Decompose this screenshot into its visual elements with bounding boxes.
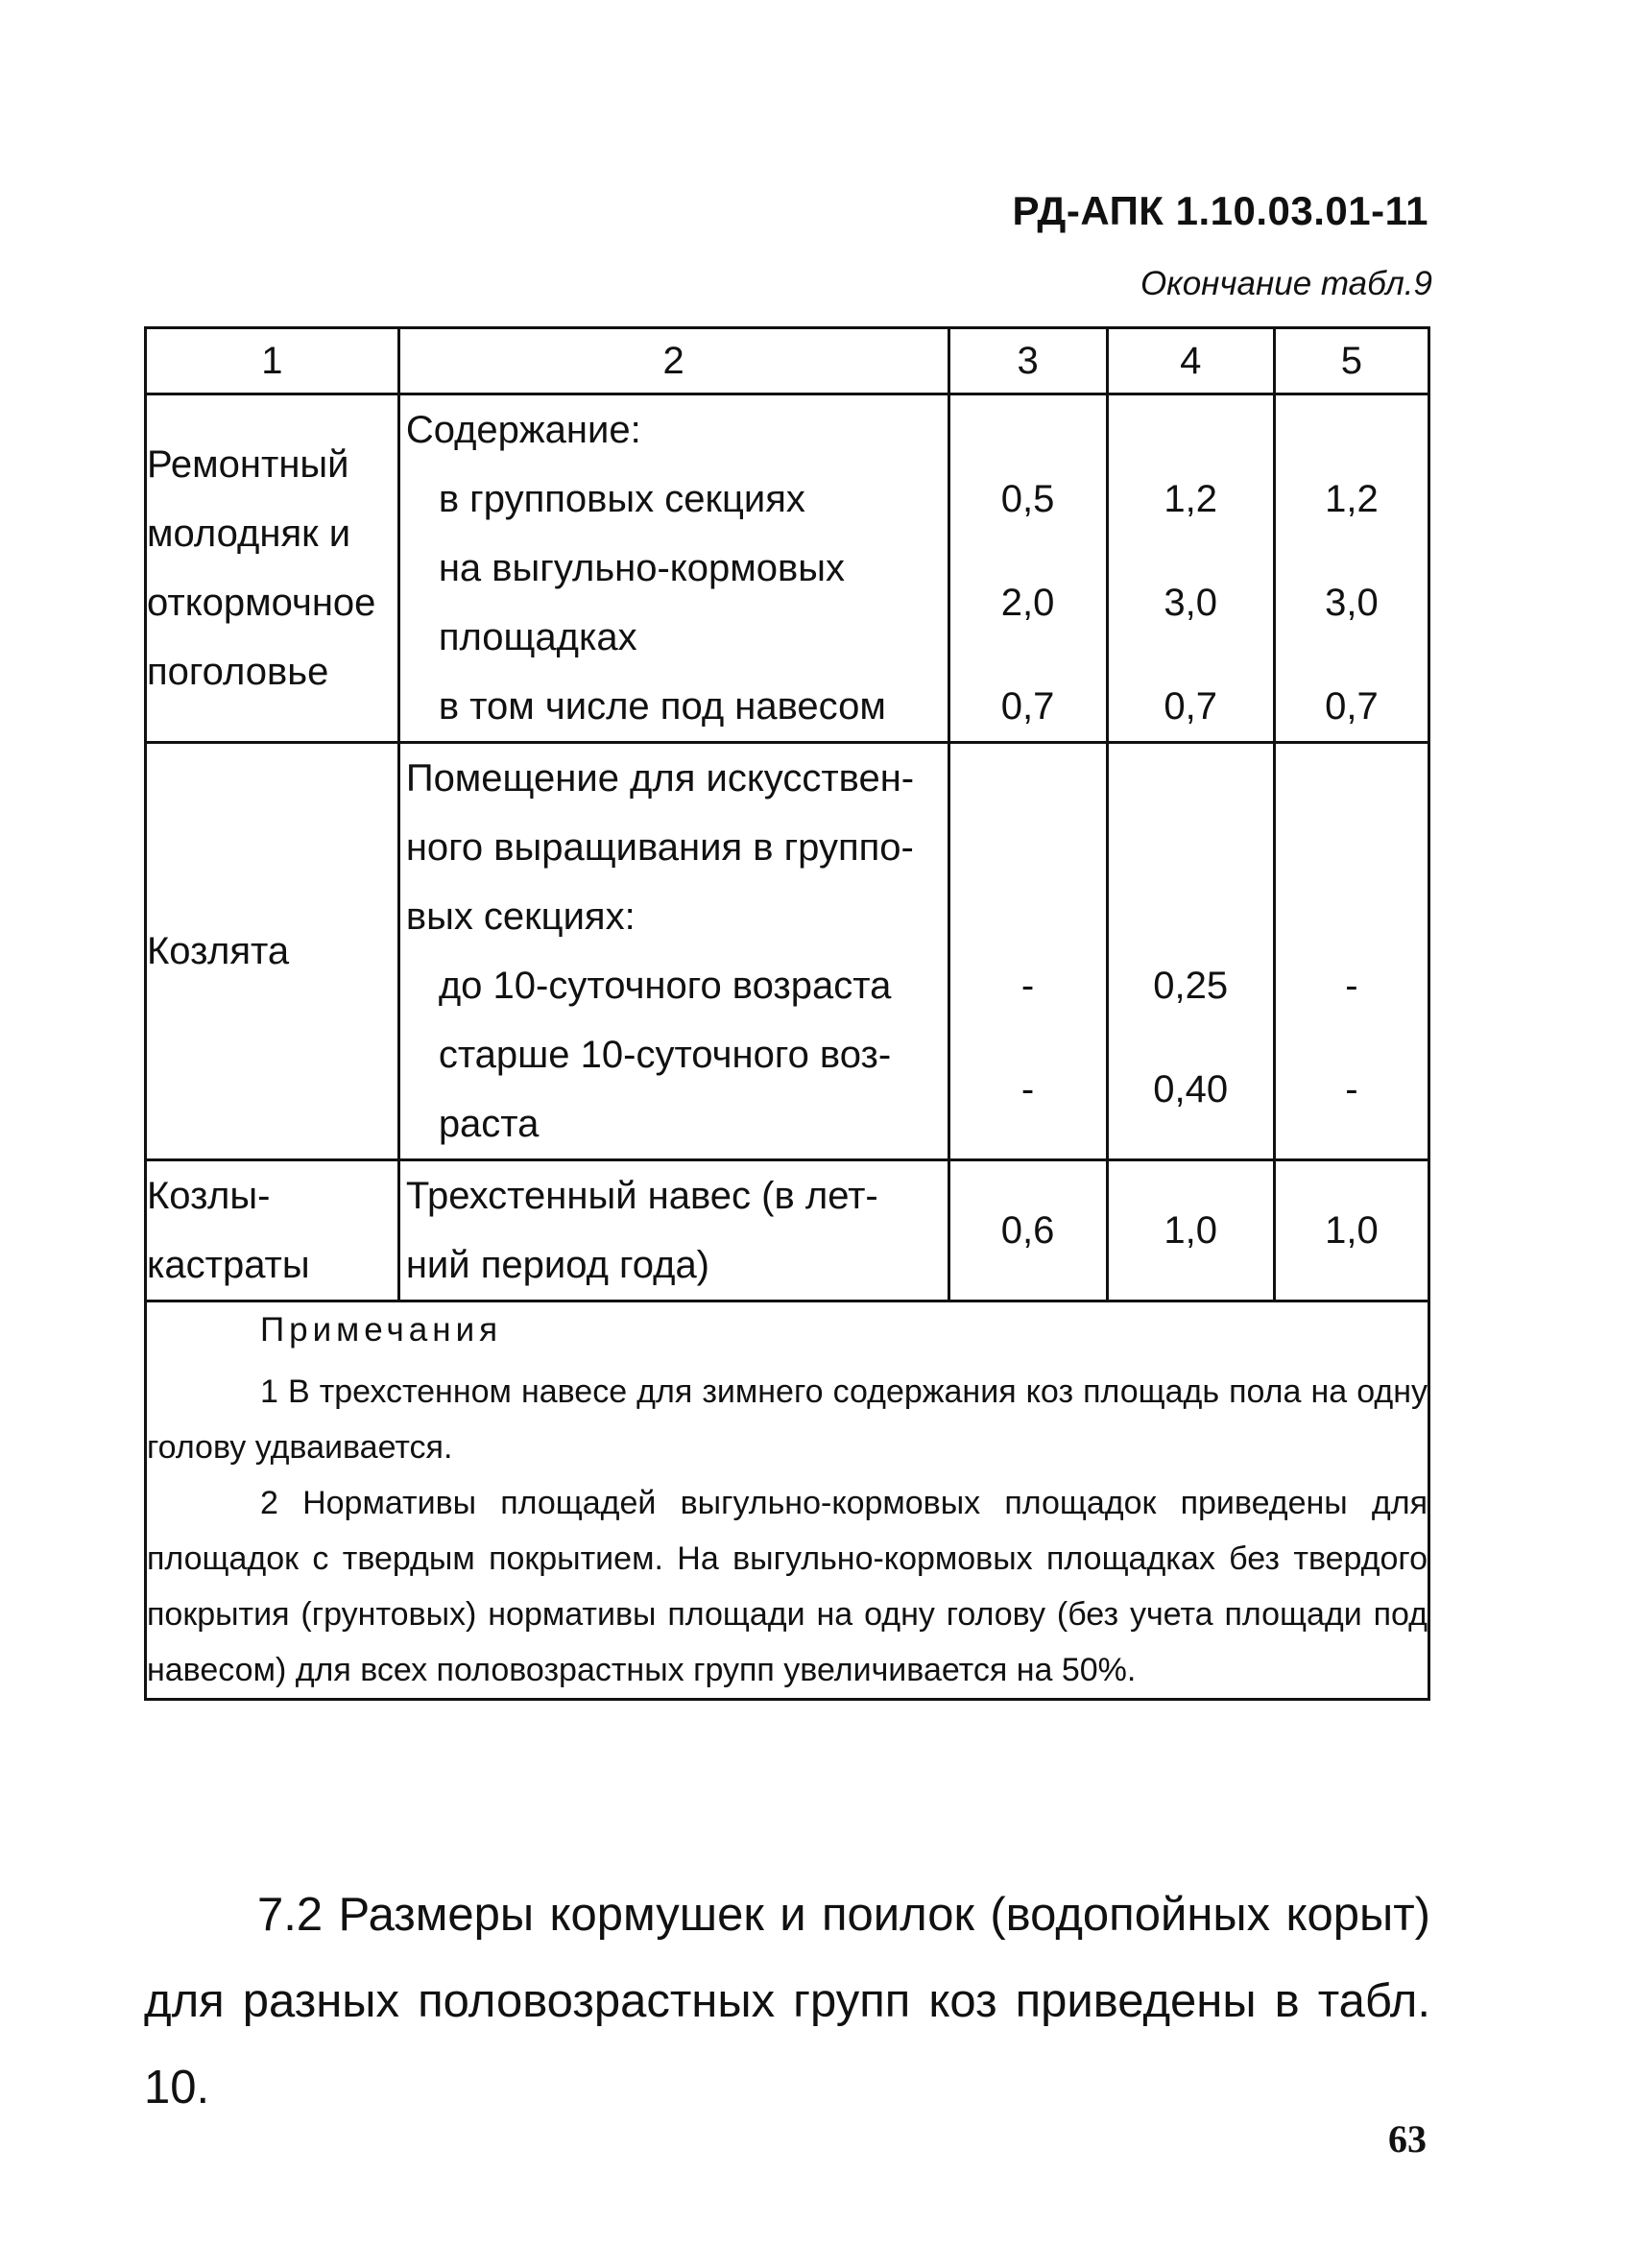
row-label: в групповых секциях <box>438 478 805 520</box>
group-name-line: Козлята <box>147 930 290 972</box>
cell-value: 3,0 <box>1325 582 1379 624</box>
description-cell <box>398 394 948 743</box>
row-heading: Помещение для искусствен- <box>405 757 915 800</box>
group-name-line: Ремонтный <box>147 443 349 486</box>
cell-value: 0,7 <box>1164 685 1218 728</box>
group-name-cell <box>146 743 399 1160</box>
value-cell-col4: 1,0 <box>1107 1160 1274 1301</box>
notes-row <box>146 1301 1429 1700</box>
area-norms-table <box>144 326 1430 1701</box>
group-name-line: кастраты <box>147 1244 310 1286</box>
description-cell <box>398 743 948 1160</box>
value-cell-col3 <box>948 743 1107 1160</box>
table-row <box>146 1160 1429 1301</box>
column-number-1: 1 <box>146 328 399 394</box>
cell-value: 0,7 <box>1000 685 1055 728</box>
value-cell-col5: 1,0 <box>1274 1160 1428 1301</box>
group-name-line: поголовье <box>147 651 329 693</box>
cell-value: 0,25 <box>1153 965 1229 1007</box>
value-cell-col3 <box>948 394 1107 743</box>
column-number-3: 3 <box>948 328 1107 394</box>
value-cell-col4 <box>1107 743 1274 1160</box>
document-code: РД-АПК 1.10.03.01-11 <box>1012 188 1428 233</box>
description-cell <box>398 1160 948 1301</box>
group-name-cell <box>146 1160 399 1301</box>
value-cell-col5 <box>1274 394 1428 743</box>
table-caption: Окончание табл.9 <box>1140 265 1432 302</box>
cell-value: 1,2 <box>1164 478 1218 520</box>
column-number-4: 4 <box>1107 328 1274 394</box>
notes-cell <box>146 1301 1429 1700</box>
value-cell-col4 <box>1107 394 1274 743</box>
cell-value: 2,0 <box>1000 582 1055 624</box>
page-number: 63 <box>1388 2117 1427 2161</box>
cell-value: 0,40 <box>1153 1068 1229 1110</box>
cell-value: 0,5 <box>1000 478 1055 520</box>
group-name-line: откормочное <box>147 582 376 624</box>
row-label: Трехстенный навес (в лет- <box>405 1175 878 1217</box>
cell-value: - <box>1345 1068 1358 1110</box>
notes-title: Примечания <box>260 1311 503 1349</box>
value-cell-col3: 0,6 <box>948 1160 1107 1301</box>
value-cell-col5 <box>1274 743 1428 1160</box>
row-heading: ного выращивания в группо- <box>405 826 914 869</box>
group-name-line: Козлы- <box>147 1175 271 1217</box>
cell-value: - <box>1020 965 1035 1007</box>
row-heading: вых секциях: <box>405 895 636 938</box>
note-item: 2 Нормативы площадей выгульно-кормовых площадок приведены для площадок с твердым покрытием. На выгульно-кормовых площадках без твердого покрытия (грунтовых) нормативы площади на одну голову (без учета площади под навесом) для всех половозрастных групп увеличивается на 50%. <box>147 1485 1428 1688</box>
column-number-5: 5 <box>1274 328 1428 394</box>
cell-value: 1,2 <box>1325 478 1379 520</box>
body-paragraph: 7.2 Размеры кормушек и поилок (водопойных корыт) для разных половозрастных групп коз приведены в табл. 10. <box>144 1889 1430 2113</box>
column-number-2: 2 <box>398 328 948 394</box>
table-row <box>146 394 1429 743</box>
row-label: в том числе под навесом <box>438 685 886 728</box>
cell-value: - <box>1345 965 1358 1007</box>
cell-value: 3,0 <box>1164 582 1218 624</box>
row-label: раста <box>438 1103 540 1145</box>
row-heading: Содержание: <box>405 409 641 451</box>
table-row <box>146 743 1429 1160</box>
row-label: старше 10-суточного воз- <box>438 1034 892 1076</box>
group-name-cell <box>146 394 399 743</box>
row-label: до 10-суточного возраста <box>438 965 892 1007</box>
row-label: ний период года) <box>405 1244 710 1286</box>
table-header-row <box>146 328 1429 394</box>
row-label: на выгульно-кормовых <box>438 547 845 589</box>
cell-value: 0,7 <box>1325 685 1379 728</box>
row-label: площадках <box>438 616 637 658</box>
cell-value: - <box>1020 1068 1035 1110</box>
note-item: 1 В трехстенном навесе для зимнего содержания коз площадь пола на одну голову удваивается. <box>147 1373 1428 1466</box>
group-name-line: молодняк и <box>147 513 351 555</box>
